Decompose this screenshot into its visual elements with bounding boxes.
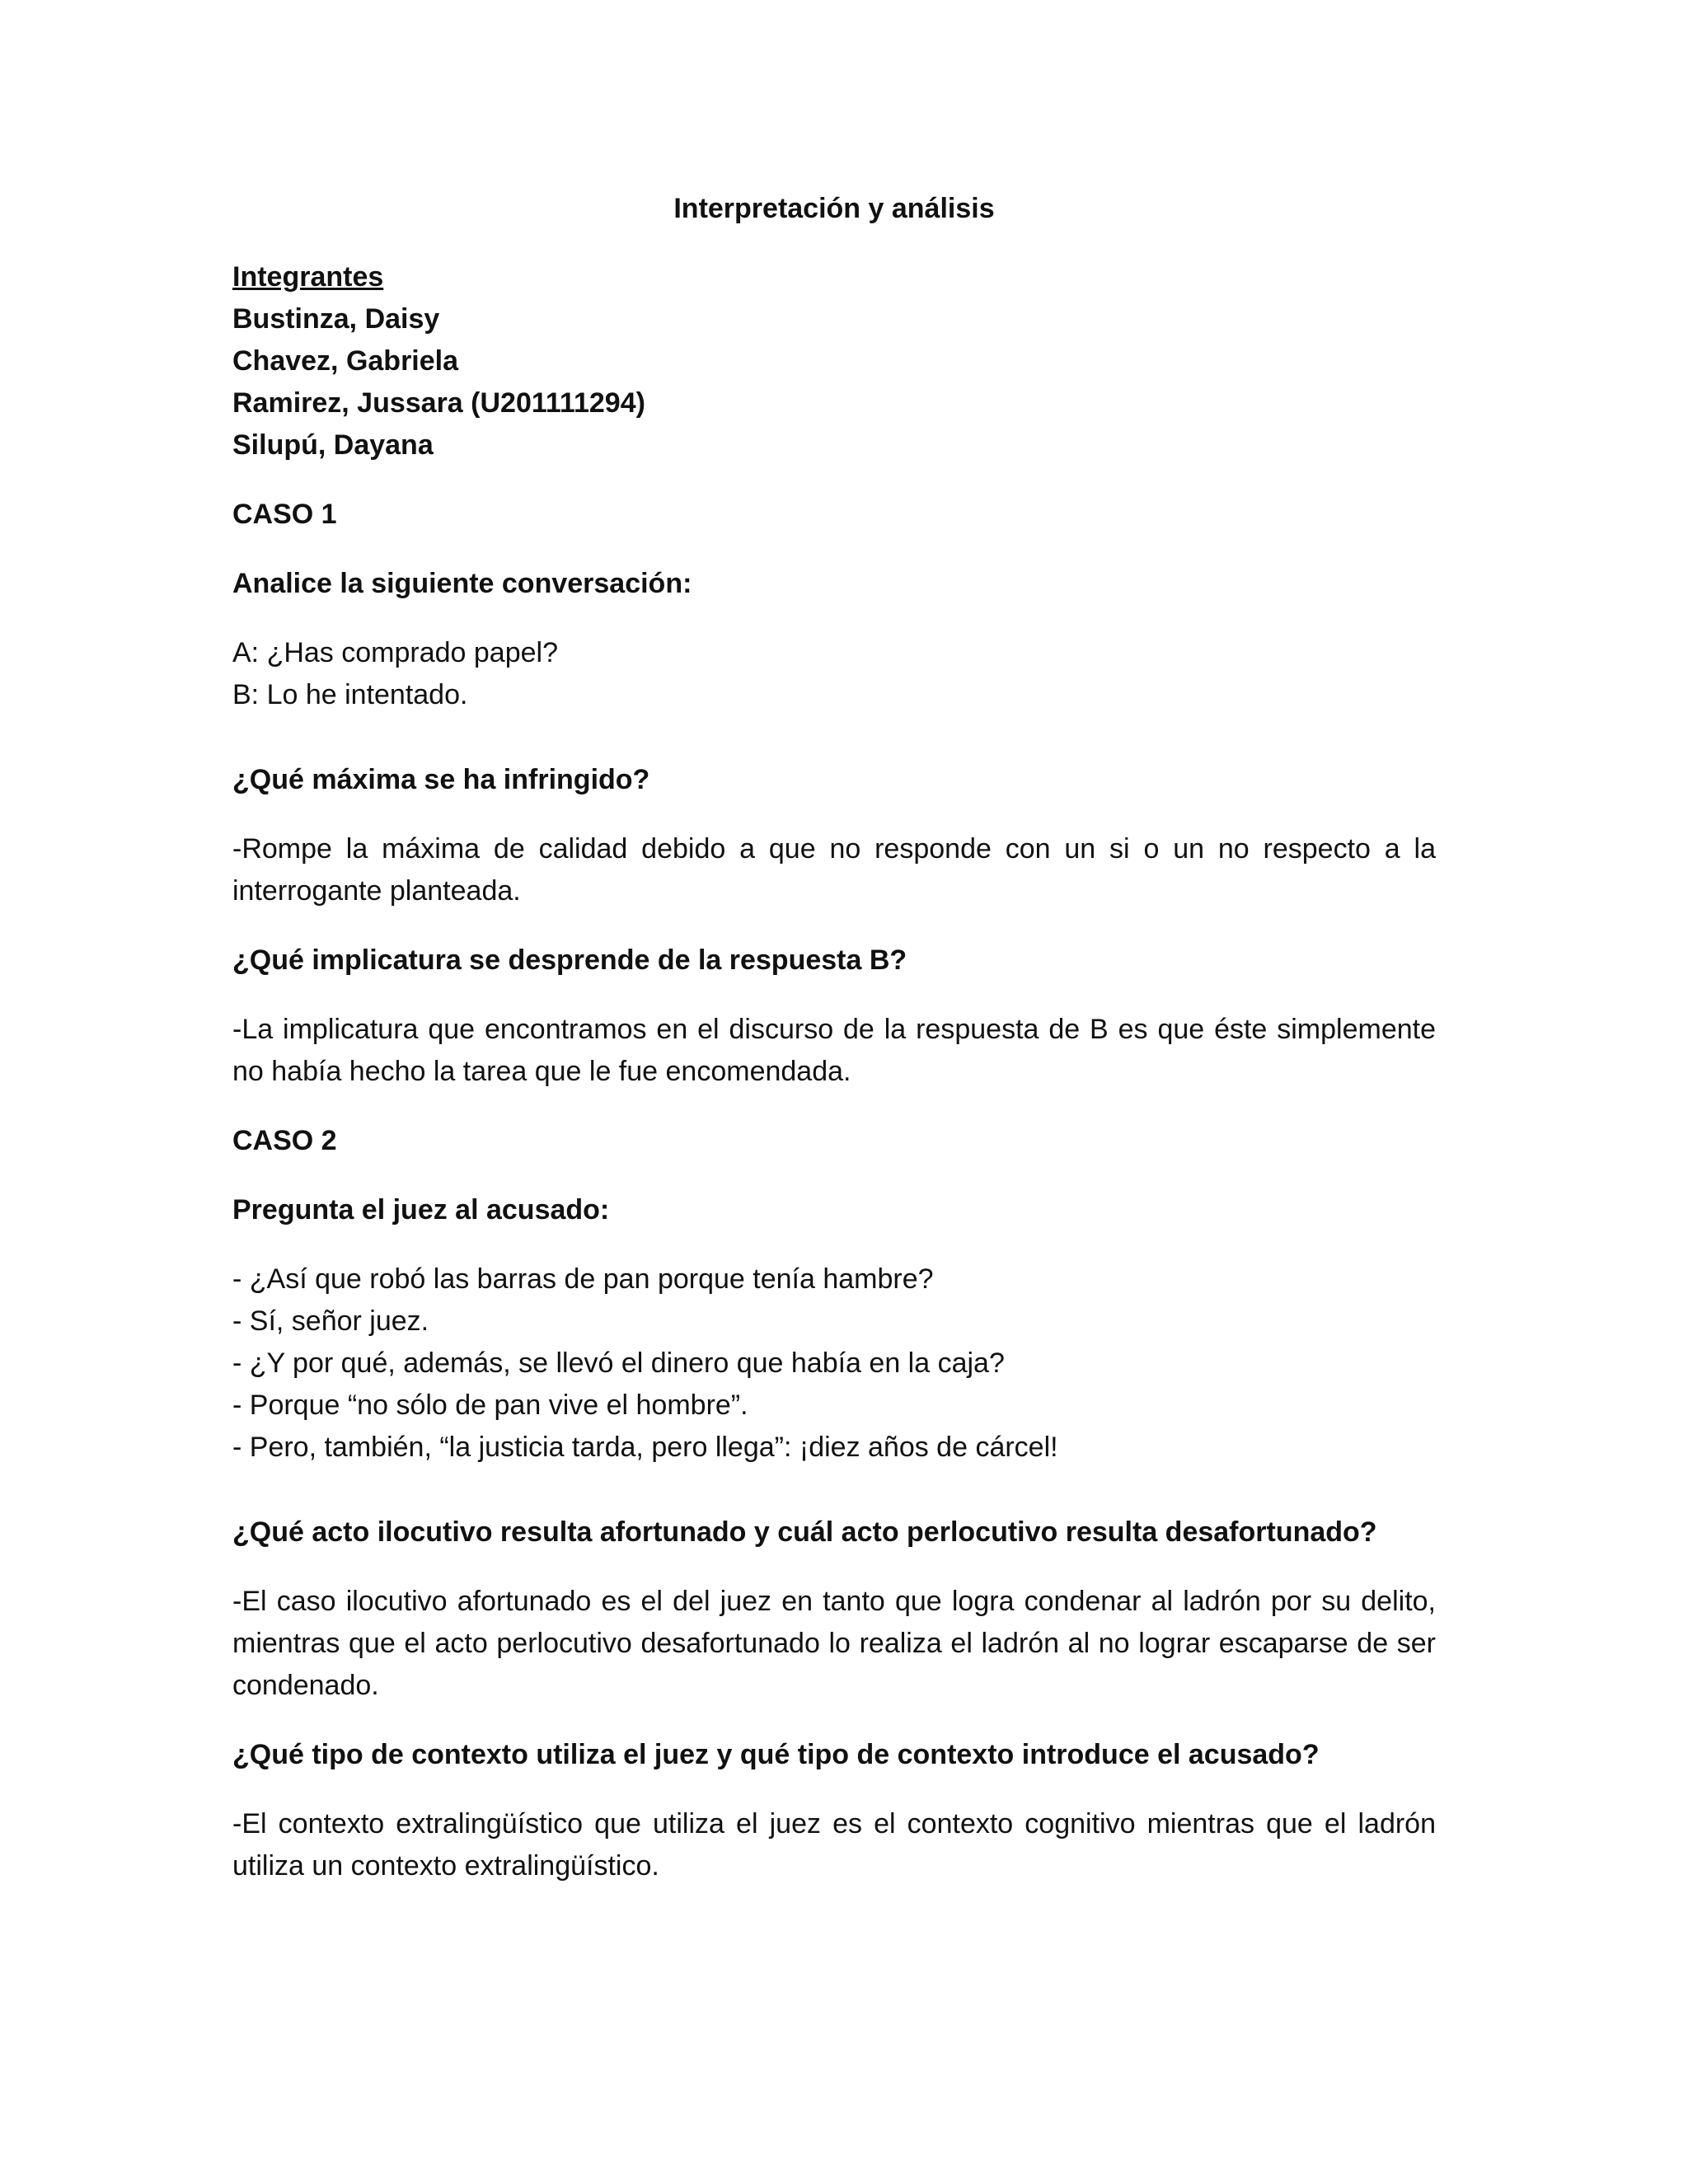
case1-prompt: Analice la siguiente conversación:	[232, 568, 692, 599]
member-name: Chavez, Gabriela	[232, 345, 459, 377]
dialogue-line: - ¿Y por qué, además, se llevó el dinero que había en la caja?	[232, 1347, 1005, 1379]
case2-answer-1: -El caso ilocutivo afortunado es el del juez en tanto que logra condenar al ladrón por su delito, mientras que el acto perlocutivo desafortunado lo realiza el ladrón al no lograr escaparse de ser condenado.	[232, 1586, 1436, 1701]
document-body	[232, 188, 1436, 1915]
case2-answer-2: -El contexto extralingüístico que utiliza el juez es el contexto cognitivo mientras que el ladrón utiliza un contexto extralingüístico.	[232, 1808, 1436, 1882]
case1-label: CASO 1	[232, 499, 337, 530]
dialogue-line: - Pero, también, “la justicia tarda, pero llega”: ¡diez años de cárcel!	[232, 1432, 1058, 1463]
case1-answer-2: -La implicatura que encontramos en el discurso de la respuesta de B es que éste simplemente no había hecho la tarea que le fue encomendada.	[232, 1014, 1436, 1087]
case2-dialogue	[232, 1258, 1436, 1469]
member-name: Silupú, Dayana	[232, 429, 434, 461]
case2-prompt: Pregunta el juez al acusado:	[232, 1194, 610, 1226]
dialogue-line: - ¿Así que robó las barras de pan porque tenía hambre?	[232, 1263, 934, 1295]
case2-question-1: ¿Qué acto ilocutivo resulta afortunado y cuál acto perlocutivo resulta desafortunado?	[232, 1516, 1377, 1548]
dialogue-line: - Sí, señor juez.	[232, 1305, 429, 1337]
dialogue-line: - Porque “no sólo de pan vive el hombre”.	[232, 1390, 748, 1421]
dialogue-line: A: ¿Has comprado papel?	[232, 637, 558, 668]
case1-question-1: ¿Qué máxima se ha infringido?	[232, 764, 650, 795]
case1-question-2: ¿Qué implicatura se desprende de la respuesta B?	[232, 944, 907, 976]
case2-label: CASO 2	[232, 1125, 337, 1156]
case1-answer-1: -Rompe la máxima de calidad debido a que no responde con un si o un no respecto a la interrogante planteada.	[232, 833, 1436, 907]
member-name: Bustinza, Daisy	[232, 303, 440, 335]
case2-question-2: ¿Qué tipo de contexto utiliza el juez y qué tipo de contexto introduce el acusado?	[232, 1739, 1320, 1770]
member-name: Ramirez, Jussara (U201111294)	[232, 387, 645, 419]
members-heading: Integrantes	[232, 261, 384, 293]
members-section	[232, 256, 1436, 466]
case1-dialogue	[232, 632, 1436, 716]
document-title: Interpretación y análisis	[673, 193, 995, 224]
dialogue-line: B: Lo he intentado.	[232, 679, 468, 710]
